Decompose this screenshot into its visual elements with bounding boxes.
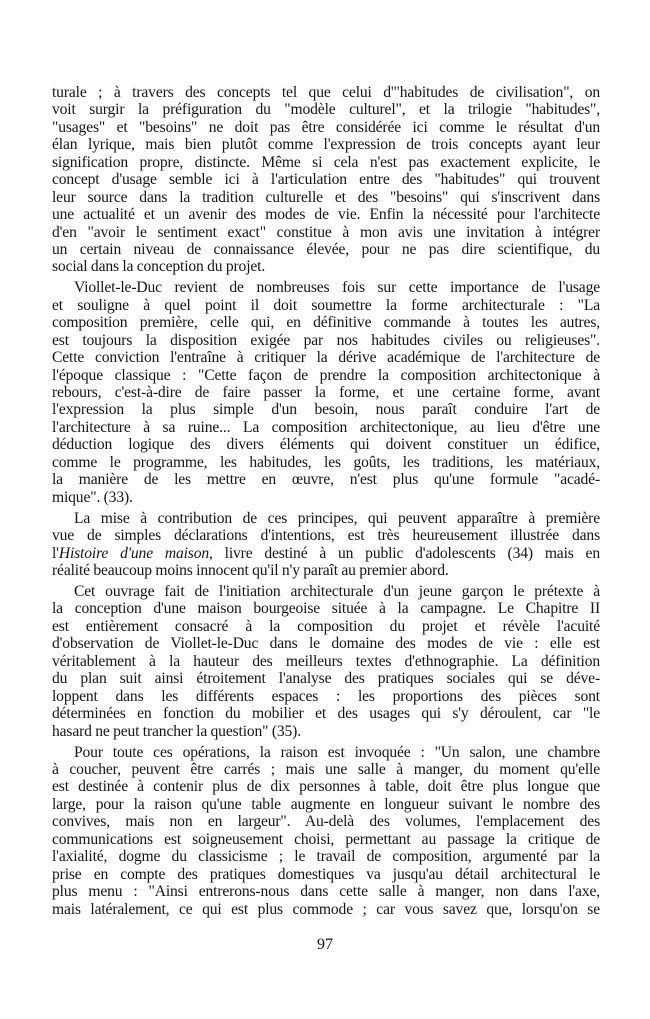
text-line: Pour toute ces opérations, la raison est invoquée : "Un salon, une chambre bbox=[74, 743, 600, 761]
text-line: Cette conviction l'entraîne à critiquer la dérive académique de l'architecture de bbox=[52, 349, 600, 367]
text-line: prise en compte des pratiques domestiques va jusqu'au détail architectural le bbox=[52, 865, 600, 883]
text-line: hasard ne peut trancher la question" (35). bbox=[52, 722, 301, 740]
paragraph bbox=[52, 510, 600, 580]
text-line: rebours, c'est-à-dire de faire passer la forme, et une certaine forme, avant bbox=[52, 384, 600, 402]
text-line: turale ; à travers des concepts tel que celui d'"habitudes de civilisation", on bbox=[52, 84, 600, 101]
text-line: mais latéralement, ce qui est plus commode ; car vous savez que, lorsqu'on se bbox=[52, 900, 600, 918]
text-line: social dans la conception du projet. bbox=[52, 258, 266, 276]
text-line: et souligne à quel point il doit soumettre la forme architecturale : "La bbox=[52, 296, 600, 314]
text-line: communications est soigneusement choisi, permettant au passage la critique de bbox=[52, 830, 600, 848]
text-line: l'axialité, dogme du classicisme ; le travail de composition, argumenté par la bbox=[52, 848, 600, 866]
text-line: réalité beaucoup moins innocent qu'il n'y paraît au premier abord. bbox=[52, 562, 449, 579]
page-body bbox=[52, 84, 600, 918]
book-title: Histoire d'une maison bbox=[58, 544, 209, 562]
text-line: convives, mais non en largeur". Au-delà des volumes, l'emplacement des bbox=[52, 813, 600, 831]
paragraph bbox=[52, 279, 600, 506]
text-line: la manière de les mettre en œuvre, n'est plus qu'une formule "acadé- bbox=[52, 471, 600, 489]
text-line: composition première, celle qui, en définitive commande à toutes les autres, bbox=[52, 314, 600, 332]
text-line: mique". (33). bbox=[52, 488, 133, 506]
text-line: vue de simples déclarations d'intentions, est très heureusement illustrée dans bbox=[52, 527, 600, 545]
text-line: Cet ouvrage fait de l'initiation architecturale d'un jeune garçon le prétexte à bbox=[74, 583, 600, 601]
text-line: élan lyrique, mais bien plutôt comme l'expression de trois concepts ayant leur bbox=[52, 136, 600, 154]
text-line: est destinée à contenir plus de dix personnes à table, doit être plus longue que bbox=[52, 778, 600, 796]
paragraph bbox=[52, 744, 600, 918]
text-line: signification propre, distincte. Même si cela n'est pas exactement explicite, le bbox=[52, 153, 600, 171]
text-line: déterminées en fonction du mobilier et des usages qui s'y déroulent, car "le bbox=[52, 705, 600, 723]
text-line: large, pour la raison qu'une table augmente en longueur suivant le nombre des bbox=[52, 795, 600, 813]
text-line: est entièrement consacré à la composition du projet et révèle l'acuité bbox=[52, 617, 600, 635]
text-line: plus menu : "Ainsi entrerons-nous dans cette salle à manger, non dans l'axe, bbox=[52, 883, 600, 901]
text-line: concept d'usage semble ici à l'articulation entre des "habitudes" qui trouvent bbox=[52, 171, 600, 189]
text-line: loppent dans les différents espaces : les proportions des pièces sont bbox=[52, 687, 600, 705]
text-line: d'observation de Viollet-le-Duc dans le domaine des modes de vie : elle est bbox=[52, 635, 600, 653]
text-line: déduction logique des divers éléments qui doivent constituer un édifice, bbox=[52, 436, 600, 454]
text-line: l'expression la plus simple d'un besoin, nous paraît conduire l'art de bbox=[52, 401, 600, 419]
text-line: la conception d'une maison bourgeoise située à la campagne. Le Chapitre II bbox=[52, 600, 600, 618]
paragraph bbox=[52, 84, 600, 276]
text-line: véritablement à la hauteur des meilleurs textes d'ethnographie. La définition bbox=[52, 652, 600, 670]
page-number: 97 bbox=[317, 936, 333, 953]
text-line: un certain niveau de connaissance élevée, pour ne pas dire scientifique, du bbox=[52, 240, 600, 258]
text-line: l'architecture à sa ruine... La composition architectonique, au lieu d'être une bbox=[52, 418, 600, 436]
paragraph bbox=[52, 583, 600, 740]
text-line: l'Histoire d'une maison, livre destiné à un public d'adolescents (34) mais en bbox=[52, 544, 600, 562]
text-line: comme le programme, les habitudes, les goûts, les traditions, les matériaux, bbox=[52, 453, 600, 471]
text-line: La mise à contribution de ces principes, qui peuvent apparaître à première bbox=[74, 509, 600, 527]
text-line: "usages" et "besoins" ne doit pas être considérée ici comme le résultat d'un bbox=[52, 118, 600, 136]
text-line: du plan suit ainsi étroitement l'analyse des pratiques sociales qui se déve- bbox=[52, 670, 600, 688]
text-line: est toujours la disposition exigée par nos habitudes civiles ou religieuses". bbox=[52, 331, 600, 349]
text-line: leur source dans la tradition culturelle et des "besoins" qui s'inscrivent dans bbox=[52, 188, 600, 206]
text-line: une actualité et un avenir des modes de vie. Enfin la nécessité pour l'architecte bbox=[52, 206, 600, 224]
text-line: voit surgir la préfiguration du "modèle culturel", et la trilogie "habitudes", bbox=[52, 101, 600, 119]
text-line: Viollet-le-Duc revient de nombreuses fois sur cette importance de l'usage bbox=[74, 279, 600, 297]
text-line: d'en "avoir le sentiment exact" constitue à mon avis une invitation à intégrer bbox=[52, 223, 600, 241]
text-line: l'époque classique : "Cette façon de prendre la composition architectonique à bbox=[52, 366, 600, 384]
text-line: à coucher, peuvent être carrés ; mais une salle à manger, du moment qu'elle bbox=[52, 761, 600, 778]
